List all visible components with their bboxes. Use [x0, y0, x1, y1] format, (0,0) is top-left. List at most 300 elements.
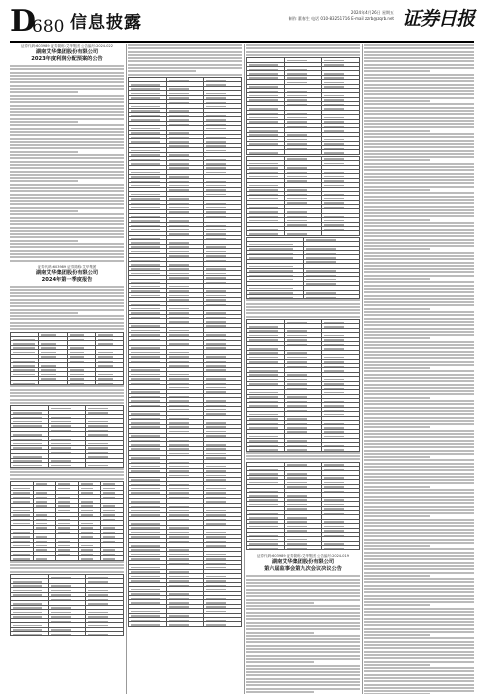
text-line [364, 84, 474, 86]
text-line [364, 631, 474, 633]
table-cell [11, 463, 49, 467]
table-cell [247, 231, 285, 235]
text-line [364, 558, 474, 560]
text-line [364, 423, 474, 425]
text-line [364, 400, 474, 402]
text-line [364, 239, 474, 241]
text-line [246, 595, 360, 597]
text-line [364, 337, 430, 339]
page-letter: D [10, 4, 37, 39]
column-4 [364, 44, 474, 694]
text-line [246, 582, 360, 584]
text-line [246, 671, 360, 673]
text-line [246, 47, 360, 49]
company-name: 湖南艾华集团股份有限公司 [35, 269, 99, 276]
text-line [10, 114, 124, 116]
text-line [10, 299, 124, 301]
text-line [246, 303, 360, 305]
text-line [364, 308, 430, 310]
text-line [364, 657, 474, 659]
text-line [246, 458, 360, 460]
text-line [364, 618, 474, 620]
text-line [364, 413, 474, 415]
table-cell [247, 546, 285, 550]
text-line [364, 361, 474, 363]
table-cell [166, 622, 204, 626]
text-line [364, 380, 474, 382]
text-line [364, 93, 474, 95]
text-line [10, 253, 124, 255]
text-line [364, 436, 474, 438]
text-line [364, 278, 430, 280]
text-line [10, 95, 124, 97]
text-line [364, 426, 430, 428]
table-row [247, 447, 360, 451]
text-line [10, 111, 124, 113]
text-line [10, 220, 124, 222]
text-line [10, 128, 124, 130]
text-line [10, 91, 78, 93]
text-line [10, 250, 124, 252]
text-line [10, 223, 124, 225]
text-line [128, 54, 242, 56]
table-cell [11, 632, 49, 636]
text-line [364, 525, 474, 527]
text-line [10, 161, 124, 163]
text-line [364, 80, 474, 82]
text-line [10, 402, 124, 404]
text-line [364, 535, 474, 537]
text-line [364, 182, 474, 184]
text-line [364, 578, 474, 580]
announcement-code: 证券代码:603989 证券简称:艾华集团 [37, 264, 97, 269]
text-line [10, 131, 124, 133]
column-2 [128, 44, 242, 694]
text-line [246, 678, 360, 680]
text-line [364, 670, 474, 672]
text-line [364, 97, 474, 99]
text-line [364, 285, 474, 287]
column-divider [244, 44, 245, 694]
text-line [246, 602, 314, 604]
column-1 [10, 44, 124, 694]
table-cell [322, 150, 360, 154]
text-line [364, 209, 474, 211]
text-line [364, 476, 474, 478]
text-line [10, 124, 124, 126]
text-line [364, 44, 474, 46]
text-line [246, 309, 360, 311]
text-line [364, 130, 430, 132]
text-line [364, 334, 474, 336]
text-line [10, 147, 124, 149]
text-line [10, 197, 124, 199]
article-body [246, 44, 360, 56]
text-line [10, 167, 124, 169]
column-divider [362, 44, 363, 694]
text-line [10, 217, 124, 219]
text-line [246, 599, 360, 601]
text-line [364, 225, 474, 227]
text-line [364, 291, 474, 293]
text-line [364, 420, 474, 422]
text-line [10, 395, 124, 397]
text-line [246, 51, 360, 53]
announcement-code: 证券代码:603989 证券简称:艾华集团 公告编号:2024-022 [21, 44, 113, 48]
text-line [364, 295, 474, 297]
text-line [364, 601, 474, 603]
text-line [364, 684, 474, 686]
text-line [364, 604, 430, 606]
text-line [246, 661, 314, 663]
text-line [364, 140, 474, 142]
text-line [364, 146, 474, 148]
text-line [364, 403, 474, 405]
text-line [364, 54, 474, 56]
masthead-meta [289, 10, 394, 22]
text-line [246, 681, 360, 683]
text-line [128, 60, 242, 62]
text-line [246, 299, 360, 301]
text-line [10, 81, 124, 83]
text-line [364, 542, 474, 544]
text-line [10, 471, 124, 473]
text-line [364, 229, 474, 231]
text-line [364, 123, 474, 125]
text-line [246, 306, 360, 308]
text-line [10, 72, 124, 74]
article-body [10, 561, 124, 573]
masthead-rule [10, 41, 474, 43]
text-line [364, 506, 474, 508]
table-cell [33, 556, 56, 560]
announcement-code: 证券代码:603989 证券简称:艾华集团 公告编号:2024-019 [257, 554, 349, 559]
table-cell [95, 380, 123, 384]
text-line [364, 651, 474, 653]
article-header [246, 554, 360, 573]
text-line [364, 245, 474, 247]
text-line [10, 315, 124, 317]
text-line [364, 393, 474, 395]
text-line [364, 232, 474, 234]
text-line [10, 309, 124, 311]
text-line [364, 87, 474, 89]
text-line [246, 585, 360, 587]
text-line [246, 625, 360, 627]
section-title: 信息披露 [70, 13, 142, 33]
text-line [364, 667, 474, 669]
text-line [246, 655, 360, 657]
text-line [10, 468, 124, 470]
text-line [246, 312, 360, 314]
text-line [364, 341, 474, 343]
text-line [10, 260, 124, 262]
text-line [246, 691, 314, 693]
text-line [10, 101, 124, 103]
text-line [364, 637, 474, 639]
financial-table [128, 77, 242, 627]
text-line [364, 199, 474, 201]
text-line [364, 324, 474, 326]
text-line [364, 47, 474, 49]
text-line [10, 236, 124, 238]
table-cell [78, 556, 101, 560]
text-line [246, 575, 360, 577]
text-line [10, 184, 124, 186]
table-row [129, 622, 242, 626]
date-line: 2024年4月26日 星期五 [350, 10, 394, 15]
article-body [10, 468, 124, 480]
table-cell [39, 380, 67, 384]
text-line [364, 555, 474, 557]
financial-table [246, 156, 360, 236]
table-cell [284, 546, 322, 550]
text-line [364, 304, 474, 306]
text-line [364, 364, 474, 366]
text-line [364, 384, 474, 386]
text-line [246, 628, 360, 630]
text-line [364, 77, 474, 79]
table-cell [247, 294, 304, 298]
text-line [364, 159, 430, 161]
text-line [364, 654, 474, 656]
text-line [364, 634, 430, 636]
text-line [364, 664, 430, 666]
text-line [364, 166, 474, 168]
text-line [364, 67, 474, 69]
text-line [10, 240, 78, 242]
text-line [364, 446, 474, 448]
text-line [364, 357, 474, 359]
text-line [10, 571, 124, 573]
text-line [364, 628, 474, 630]
text-line [364, 265, 474, 267]
text-line [364, 647, 474, 649]
text-line [10, 233, 124, 235]
text-line [128, 74, 242, 76]
article-body [364, 44, 474, 694]
financial-table [10, 405, 124, 467]
column-3 [246, 44, 360, 694]
text-line [246, 44, 360, 46]
table-cell [86, 632, 124, 636]
table-cell [322, 231, 360, 235]
text-line [364, 107, 474, 109]
text-line [364, 512, 474, 514]
article-title: 2024年第一季度报告 [41, 276, 93, 283]
text-line [10, 289, 124, 291]
text-line [10, 561, 124, 563]
text-line [10, 478, 124, 480]
text-line [246, 668, 360, 670]
text-line [364, 271, 474, 273]
text-line [10, 187, 124, 189]
text-line [10, 75, 124, 77]
text-line [364, 212, 474, 214]
text-line [364, 100, 430, 102]
text-line [246, 54, 360, 56]
text-line [364, 644, 474, 646]
text-line [364, 463, 474, 465]
text-line [10, 474, 124, 476]
table-cell [322, 447, 360, 451]
text-line [10, 207, 124, 209]
text-line [246, 622, 360, 624]
text-line [246, 592, 360, 594]
text-line [364, 331, 474, 333]
text-line [364, 117, 474, 119]
text-line [364, 321, 474, 323]
text-line [364, 215, 474, 217]
text-line [246, 455, 360, 457]
text-line [246, 684, 360, 686]
text-line [128, 64, 242, 66]
text-line [246, 688, 360, 690]
text-line [364, 192, 474, 194]
text-line [364, 136, 474, 138]
text-line [364, 311, 474, 313]
article-body [10, 385, 124, 403]
text-line [364, 120, 474, 122]
text-line [364, 60, 474, 62]
text-line [128, 57, 242, 59]
table-cell [322, 546, 360, 550]
text-line [128, 67, 242, 69]
text-line [364, 674, 474, 676]
text-line [364, 344, 474, 346]
financial-table [10, 481, 124, 561]
text-line [364, 515, 430, 517]
text-line [246, 645, 360, 647]
text-line [364, 532, 474, 534]
text-line [364, 275, 474, 277]
text-line [364, 417, 474, 419]
text-line [364, 624, 474, 626]
text-line [364, 288, 474, 290]
text-line [364, 443, 474, 445]
text-line [10, 385, 124, 387]
editor-line: 制作 董春生 电话 010-83251716 E-mail zzrb@zqrb.net [288, 16, 394, 21]
article-header [10, 265, 124, 284]
table-cell [247, 447, 285, 451]
table-row [11, 463, 124, 467]
table-cell [48, 463, 86, 467]
text-line [10, 328, 124, 330]
text-line [364, 219, 430, 221]
article-title: 第六届监事会第九次会议决议公告 [264, 566, 342, 573]
text-line [10, 164, 124, 166]
text-line [364, 169, 474, 171]
text-line [364, 492, 474, 494]
text-line [364, 482, 474, 484]
text-line [128, 44, 242, 46]
text-line [246, 316, 360, 318]
table-cell [48, 632, 86, 636]
text-line [364, 621, 474, 623]
text-line [10, 144, 124, 146]
text-line [10, 174, 124, 176]
text-line [364, 456, 430, 458]
text-line [364, 680, 474, 682]
text-line [246, 651, 360, 653]
text-line [364, 258, 474, 260]
text-line [364, 189, 430, 191]
text-line [10, 98, 124, 100]
text-line [364, 677, 474, 679]
text-line [364, 374, 474, 376]
table-cell [67, 380, 95, 384]
text-line [364, 222, 474, 224]
table-cell [284, 447, 322, 451]
text-line [364, 176, 474, 178]
table-row [247, 294, 360, 298]
text-line [10, 210, 78, 212]
text-line [364, 268, 474, 270]
text-line [364, 572, 474, 574]
text-line [364, 440, 474, 442]
text-line [364, 548, 474, 550]
text-line [364, 611, 474, 613]
text-line [10, 108, 124, 110]
text-line [10, 567, 124, 569]
article-body [10, 286, 124, 331]
text-line [364, 298, 474, 300]
text-line [246, 589, 360, 591]
text-line [364, 173, 474, 175]
text-line [364, 459, 474, 461]
text-line [364, 565, 474, 567]
text-line [364, 163, 474, 165]
table-cell [204, 622, 242, 626]
text-line [364, 499, 474, 501]
text-line [364, 598, 474, 600]
text-line [246, 608, 360, 610]
text-line [246, 638, 360, 640]
text-line [364, 328, 474, 330]
table-row [11, 556, 124, 560]
text-line [364, 608, 474, 610]
text-line [246, 618, 360, 620]
text-line [364, 407, 474, 409]
text-line [364, 450, 474, 452]
text-line [364, 433, 474, 435]
table-row [247, 231, 360, 235]
financial-table [246, 237, 360, 299]
text-line [10, 286, 124, 288]
financial-table [10, 332, 124, 386]
text-line [364, 519, 474, 521]
text-line [10, 564, 124, 566]
table-cell [86, 463, 124, 467]
text-line [364, 281, 474, 283]
text-line [364, 509, 474, 511]
text-line [364, 661, 474, 663]
text-line [364, 479, 474, 481]
text-line [246, 674, 360, 676]
text-line [10, 121, 78, 123]
text-line [10, 256, 124, 258]
text-line [10, 190, 124, 192]
text-line [364, 387, 474, 389]
text-line [364, 126, 474, 128]
text-line [364, 575, 430, 577]
text-line [10, 105, 124, 107]
text-line [364, 133, 474, 135]
company-name: 湖南艾华集团股份有限公司 [35, 49, 99, 55]
text-line [364, 179, 474, 181]
text-line [10, 389, 124, 391]
text-line [364, 186, 474, 188]
